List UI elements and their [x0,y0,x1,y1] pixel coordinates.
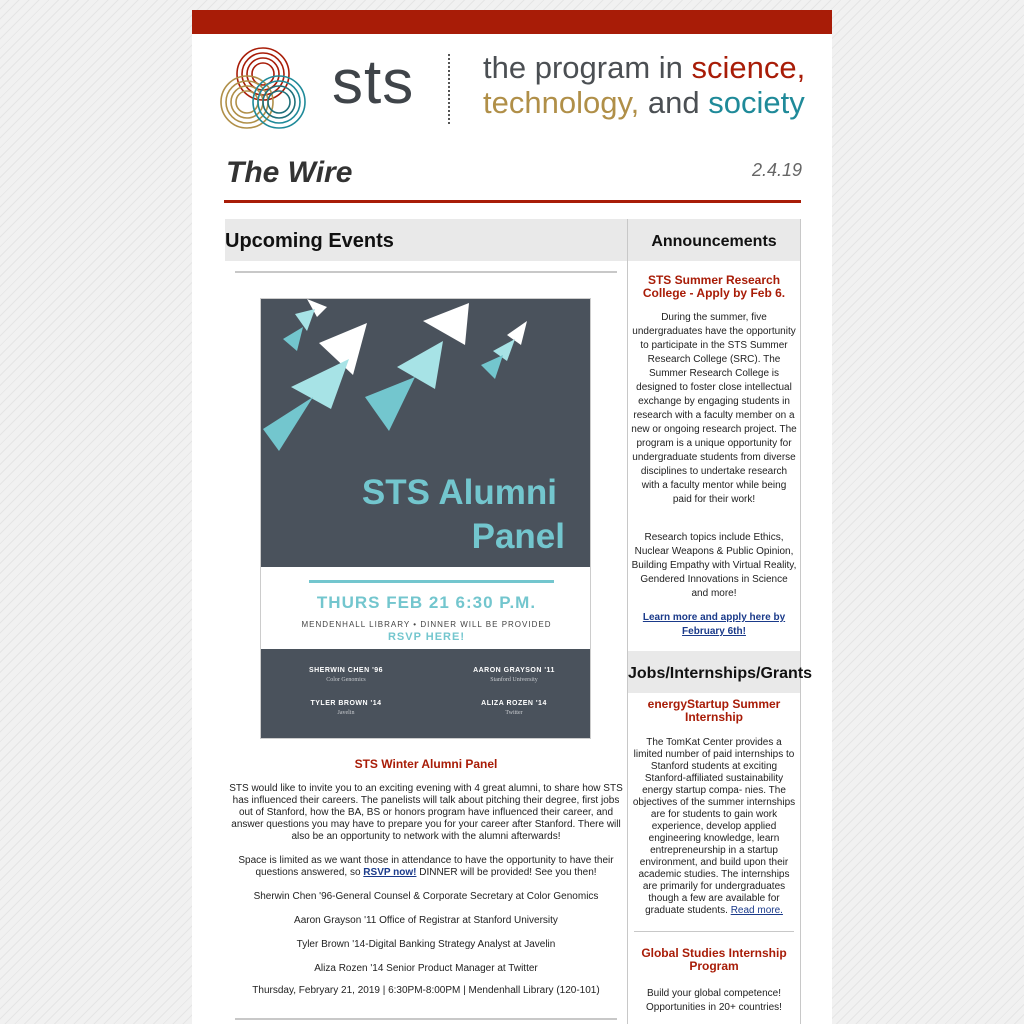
panelist-org: Twitter [505,710,523,716]
read-more-link[interactable]: Read more. [730,905,783,916]
poster-title-line1: STS Alumni [361,473,557,512]
job-description: Build your global competence! Opportunities in 20+ countries! [646,988,782,1013]
logo-divider [448,54,450,124]
poster-location: MENDENHALL LIBRARY • DINNER WILL BE PROVIDED [301,620,552,629]
panelist-name: AARON GRAYSON '11 [473,667,555,674]
panelist-name: TYLER BROWN '14 [310,700,382,707]
events-divider-bottom [235,1018,617,1020]
announcement-body: During the summer, five undergraduates have the opportunity to participate in the STS Summer Research College (SRC). The Summer Research College is designed to foster close intellectual exchange by engaging students in research with a faculty member on a new or ongoing research project. The program is a unique opportunity for undergraduate students from diverse disciplines to undertake research with a faculty mentor while being paid for their work! [631,312,797,505]
announcement-topics: Research topics include Ethics, Nuclear Weapons & Public Opinion, Building Empathy with Virtual Reality, Gendered Innovations in Science and more! [631,532,797,599]
sts-logo-icon [218,44,308,134]
event-title: STS Winter Alumni Panel [354,757,498,771]
issue-date: 2.4.19 [751,160,802,180]
job-title: energyStartup Summer Internship [647,697,781,724]
panelist-line: Sherwin Chen '96-General Counsel & Corporate Secretary at Color Genomics [253,891,599,902]
announcement-apply-link[interactable]: Learn more and apply here by February 6th! [642,612,786,637]
panelist-line: Aaron Grayson '11 Office of Registrar at Stanford University [294,915,558,926]
triangles-icon [261,299,591,499]
newsletter [192,10,832,1024]
event-intro: STS would like to invite you to an exciting evening with 4 great alumni, to share how STS has influenced their careers. The panelists will talk about pitching their degree, first jobs out of Stanford, how the BA, BS or honors program have influenced their career, and answer questions you may have to prepare you for your career after Stanford. There will also be an opportunity to network with the alumni afterwards! [229,783,623,842]
jobs-divider [634,931,794,932]
sidebar [627,219,813,1024]
panelist-org: Javelin [337,710,355,716]
event-description [225,783,627,997]
tagline-line2: technology, and society [483,85,805,120]
poster-panelists [261,649,591,739]
tagline-line1: the program in science, [483,50,806,85]
jobs-header [628,651,813,693]
event-rsvp-note: Space is limited as we want those in attendance to have the opportunity to have their questions answered, so RSVP now! DINNER will be provided! See you then! [238,855,614,878]
poster-divider [309,580,554,583]
panelist-org: Color Genomics [326,677,366,683]
logo-wordmark: sts [332,48,415,117]
top-bar [192,10,832,34]
events-divider [235,271,617,273]
rsvp-now-link[interactable]: RSVP now! [363,867,417,878]
poster-title-line2: Panel [471,517,565,556]
newsletter-title: The Wire [226,156,353,189]
jobs-heading: Jobs/Internships/Grants [628,665,813,682]
panelist-line: Aliza Rozen '14 Senior Product Manager at Twitter [314,963,538,974]
job-title: Global Studies Internship Program [641,946,787,973]
poster-datetime: THURS FEB 21 6:30 P.M. [316,593,537,612]
panelist-name: SHERWIN CHEN '96 [308,667,384,674]
job-description: The TomKat Center provides a limited number of paid internships to Stanford students at exciting Stanford-affiliated sustainability energy startup compa- nies. The objectives of the summer internships are for students to gain work experience, develop applied engineering knowledge, learn entrepreneurship in a startup environment, and build upon their academic studies. The internships are primarily for undergraduates though a few are available for graduate students. Read more. [632,737,796,916]
panelist-org: Stanford University [490,677,538,683]
event-poster[interactable] [260,298,591,739]
poster-rsvp-link[interactable]: RSVP HERE! [387,631,466,643]
events-heading: Upcoming Events [225,230,394,252]
announcements-header [628,219,800,261]
panelist-line: Tyler Brown '14-Digital Banking Strategy Analyst at Javelin [296,939,556,950]
event-datetime: Thursday, Febryary 21, 2019 | 6:30PM-8:00PM | Mendenhall Library (120-101) [252,985,600,996]
announcements-heading: Announcements [651,233,777,250]
events-header [225,219,627,261]
panelist-name: ALIZA ROZEN '14 [481,700,547,707]
title-rule [224,200,801,203]
announcement-title: STS Summer Research College - Apply by Feb 6. [642,273,786,300]
header [192,34,832,144]
